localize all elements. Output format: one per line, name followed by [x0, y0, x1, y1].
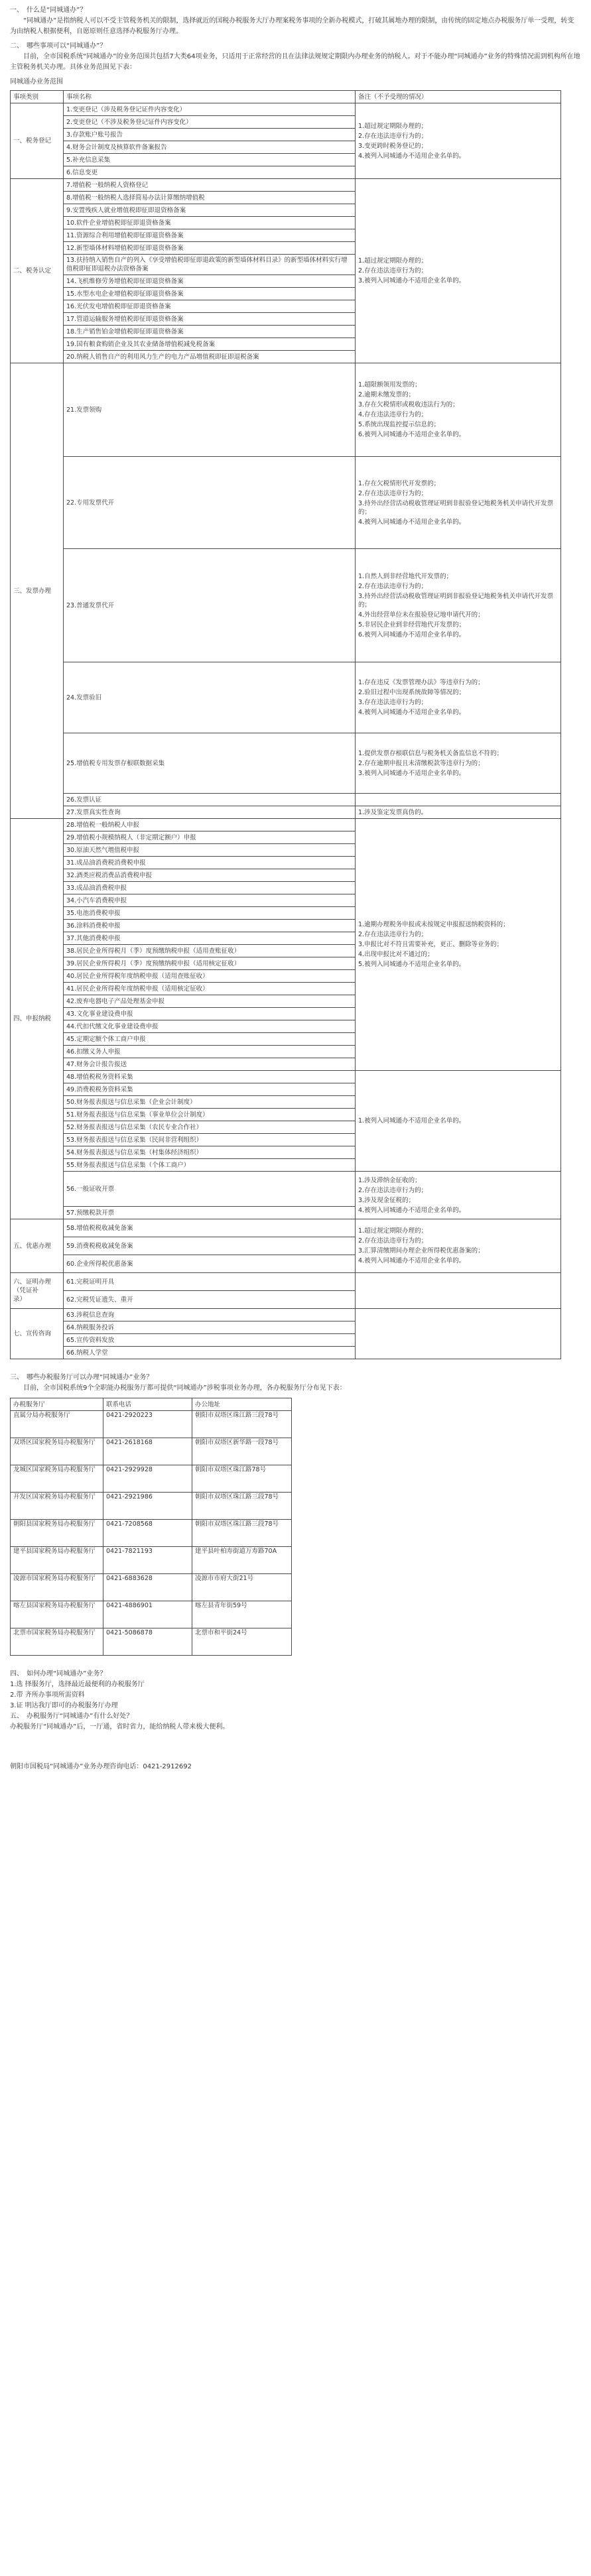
note-invoice-auth: [356, 794, 561, 806]
item-name: 37.其他消费税申报: [64, 932, 356, 945]
item-name: 20.纳税人销售自产的利用风力生产的电力产品增值税即征即退税备案: [64, 351, 356, 363]
item-name: 50.财务报表报送与信息采集（企业会计制度）: [64, 1096, 356, 1109]
hall-phone: 0421-7821193: [103, 1547, 192, 1574]
table-row: [11, 1547, 292, 1574]
item-name: 46.扣缴义务人申报: [64, 1046, 356, 1058]
note-registration: 1.超过规定期限办理的； 2.存在违法违章行为的； 3.变更跨时税务登记的； 4.被列入同城通办不适用企业名单的。: [356, 103, 561, 179]
category-recognition: 二、税务认定: [11, 179, 64, 363]
table-row: [11, 733, 561, 794]
item-name: 24.发票验旧: [64, 662, 356, 733]
category-preference: 五、优惠办理: [11, 1219, 64, 1273]
category-consulting: 七、宣传咨询: [11, 1309, 64, 1359]
item-name: 53.财务报表报送与信息采集（民间非营利组织）: [64, 1134, 356, 1146]
item-name: 2.变更登记（不涉及税务登记证件内容变化）: [64, 116, 356, 129]
item-name: 9.安置残疾人就业增值税即征即退资格备案: [64, 204, 356, 217]
table-row: [11, 1071, 561, 1083]
item-name: 45.定期定额个体工商户申报: [64, 1033, 356, 1046]
item-name: 39.居民企业所得税月（季）度预缴纳税申报（适用核定征收）: [64, 957, 356, 970]
table-row: [11, 1172, 561, 1207]
table-row: [11, 1574, 292, 1601]
table-row: [11, 806, 561, 819]
note-declaration-c: 1.涉及滞纳金征收的； 2.存在违法违章行为的； 3.涉及现金征税的； 4.被列入同城通办不适用企业名单的。: [356, 1172, 561, 1219]
header-note: 备注（不予受理的情况）: [356, 91, 561, 103]
hall-address: 朝阳市双塔区珠江路三段78号: [192, 1411, 292, 1438]
item-name: 51.财务报表报送与信息采集（事业单位会计制度）: [64, 1109, 356, 1121]
item-name: 65.宣传资料发放: [64, 1334, 356, 1347]
item-name: 41.居民企业所得税年度纳税申报（适用核定征收）: [64, 983, 356, 995]
hall-address: 朝阳市双塔区珠江路三段78号: [192, 1493, 292, 1520]
item-name: 34.小汽车消费税申报: [64, 894, 356, 907]
note-declaration-a: 1.逾期办理税务申报或未按规定申报报送纳税资料的； 2.存在违法违章行为的； 3.申报比对不符且需要补充，更正、删除等业务的； 4.出现申报比对不通过的； 5.被列入同城通办不适用企业名单的。: [356, 819, 561, 1071]
note-invoice-purchase: 1.超限额领用发票的； 2.逾期未缴发票的； 3.存在欠税情形或税收违法行为的； 4.存在违法违章行为的； 5.系统出现监控提示信息的； 6.被列入同城通办不适用企业名单的。: [356, 363, 561, 457]
note-invoice-verify: 1.涉及鉴定发票真伪的。: [356, 806, 561, 819]
item-name: 57.预缴税款开票: [64, 1207, 356, 1219]
table-header-row: [11, 91, 561, 103]
table-row: [11, 363, 561, 457]
table-row: [11, 1309, 561, 1321]
item-name: 38.居民企业所得税月（季）度预缴纳税申报（适用查账征收）: [64, 945, 356, 957]
item-name: 54.财务报表报送与信息采集（村集体经济组织）: [64, 1146, 356, 1159]
hall-address: 凌源市市府大街21号: [192, 1574, 292, 1601]
hall-name: 北票市国家税务局办税服务厅: [11, 1628, 103, 1656]
item-name: 43.文化事业建设费申报: [64, 1008, 356, 1020]
hall-name: 凌源市国家税务局办税服务厅: [11, 1574, 103, 1601]
header-hall: 办税服务厅: [11, 1398, 103, 1411]
section3-body: 目前，全市国税系统9个全职能办税服务厅都可提供“同城通办”涉税事项业务办理，各办税服务厅分布见下表：: [23, 1384, 346, 1392]
item-name: 11.资源综合利用增值税即征即退资格备案: [64, 229, 356, 242]
table-row: [11, 1411, 292, 1438]
table-header-row: [11, 1398, 292, 1411]
item-name: 17.管道运输服务增值税即征即退资格备案: [64, 313, 356, 326]
item-name: 66.纳税人学堂: [64, 1347, 356, 1359]
item-name: 7.增值税一般纳税人资格登记: [64, 179, 356, 192]
item-name: 35.电池消费税申报: [64, 907, 356, 920]
item-name: 6.信息变更: [64, 166, 356, 179]
note-preference: 1.超过规定期限办理的； 2.存在违法违章行为的； 3.汇算清缴期间办理企业所得税优惠备案的； 4.被列入同城通办不适用企业名单的。: [356, 1219, 561, 1273]
hall-phone: 0421-2618168: [103, 1438, 192, 1465]
item-name: 5.补充信息采集: [64, 154, 356, 166]
table-row: [11, 1520, 292, 1547]
note-invoice-data: 1.提供发票存根联信息与税务机关备监信息不符的； 2.存在逾期申报且未清缴税款等违章行为的； 3.被列入同城通办不适用企业名单的。: [356, 733, 561, 794]
item-name: 64.纳税服务投诉: [64, 1321, 356, 1334]
note-declaration-b: 1.被列入同城通办不适用企业名单的。: [356, 1071, 561, 1172]
item-name: 1.变更登记（涉及税务登记证件内容变化）: [64, 103, 356, 116]
item-name: 30.原油天然气增值税申报: [64, 844, 356, 857]
item-name: 42.废弃电器电子产品处理基金申报: [64, 995, 356, 1008]
table-row: [11, 103, 561, 116]
table-caption: 同城通办业务范围: [10, 78, 63, 86]
hall-name: 龙城区国家税务局办税服务厅: [11, 1465, 103, 1493]
table-row: [11, 457, 561, 549]
item-name: 31.成品油消费税消费税申报: [64, 857, 356, 869]
hall-name: 朝阳县国家税务局办税服务厅: [11, 1520, 103, 1547]
item-name: 56.一般证收开票: [64, 1172, 356, 1207]
item-name: 8.增值税一般纳税人选择简易办法计算缴纳增值税: [64, 192, 356, 204]
item-name: 13.扶持纳入销售自产的列入《享受增值税即征即退政策的新型墙体材料目录》的新型墙体材料实行增值税即征即退税办法资格备案: [64, 255, 356, 275]
item-name: 52.财务报表报送与信息采集（农民专业合作社）: [64, 1121, 356, 1134]
item-name: 47.财务会计报告报送: [64, 1058, 356, 1071]
hall-phone: 0421-4886901: [103, 1601, 192, 1628]
item-name: 58.增值税税收减免备案: [64, 1219, 356, 1237]
hall-name: 开发区国家税务局办税服务厅: [11, 1493, 103, 1520]
hall-phone: 0421-2929928: [103, 1465, 192, 1493]
table-row: [11, 549, 561, 662]
item-name: 61.完税证明开具: [64, 1273, 356, 1291]
table-row: [11, 1219, 561, 1237]
question-what-is: 一、 什么是“同城通办”？: [10, 7, 87, 14]
item-name: 22.专用发票代开: [64, 457, 356, 549]
hall-name: 直属分局办税服务厅: [11, 1411, 103, 1438]
table-row: [11, 1438, 292, 1465]
table-row: [11, 819, 561, 831]
service-hall-table: [10, 1398, 292, 1656]
table-row: [11, 1628, 292, 1656]
note-certificate: [356, 1273, 561, 1309]
section3-title: 三、 哪些办税服务厅可以办理“同城通办”业务？: [10, 1374, 153, 1381]
item-name: 28.增值税一般纳税人申报: [64, 819, 356, 831]
header-item: 事项名称: [64, 91, 356, 103]
item-name: 44.代扣代缴文化事业建设费申报: [64, 1020, 356, 1033]
item-name: 25.增值税专用发票存根联数据采集: [64, 733, 356, 794]
hall-address: 喀左县青年街59号: [192, 1601, 292, 1628]
item-name: 40.居民企业所得税年度纳税申报（适用查账征收）: [64, 970, 356, 983]
hall-phone: 0421-2920223: [103, 1411, 192, 1438]
hall-name: 喀左县国家税务局办税服务厅: [11, 1601, 103, 1628]
item-name: 18.生产销售铂金增值税即征即退资格备案: [64, 326, 356, 338]
category-invoice: 三、发票办理: [11, 363, 64, 819]
note-special-invoice: 1.存在欠税情形代开发票的； 2.存在违法违章行为的； 3.持外出经营活动税收管理证明到非报验登记地税务机关申请代开发票的； 4.被列入同城通办不适用企业名单的。: [356, 457, 561, 549]
hall-phone: 0421-7208568: [103, 1520, 192, 1547]
item-name: 33.成品油消费税申报: [64, 882, 356, 894]
header-phone: 联系电话: [103, 1398, 192, 1411]
table-row: [11, 794, 561, 806]
item-name: 60.企业所得税优惠备案: [64, 1255, 356, 1273]
note-consulting: [356, 1309, 561, 1359]
hall-name: 双塔区国家税务局办税服务厅: [11, 1438, 103, 1465]
business-scope-table: [10, 90, 561, 1359]
item-name: 23.普通发票代开: [64, 549, 356, 662]
item-name: 55.财务报表报送与信息采集（个体工商户）: [64, 1159, 356, 1172]
answer-what-is: “同城通办”是指纳税人可以不受主管税务机关的限制，选择就近的国税办税服务大厅办理案税务事项的全新办税模式，打破其属地办理的限制，由传统的固定地点办税服务厅单一受理，转变为由纳税人根据便利，自愿原则任意选择办税服务厅办理。: [10, 17, 574, 35]
item-name: 49.消费税税务资料采集: [64, 1083, 356, 1096]
item-name: 4.财务会计制度及核算软件备案报告: [64, 141, 356, 154]
hall-address: 朝阳市双塔区新华路一段78号: [192, 1438, 292, 1465]
item-name: 59.消费税税收减免备案: [64, 1237, 356, 1255]
table-row: [11, 1493, 292, 1520]
hall-address: 北票市和平街24号: [192, 1628, 292, 1656]
table-row: [11, 1273, 561, 1291]
item-name: 36.涂料消费税申报: [64, 920, 356, 932]
table-row: [11, 1601, 292, 1628]
table-row: [11, 179, 561, 192]
table-row: [11, 662, 561, 733]
section4-title: 四、 如何办理“同城通办”业务？: [10, 1670, 107, 1678]
item-name: 14.飞机维修劳务增值税即征即退资格备案: [64, 275, 356, 288]
category-declaration: 四、申报纳税: [11, 819, 64, 1219]
note-invoice-check: 1.存在违反《发票管理办法》等违章行为的； 2.验旧过程中出现系统故障等情况的； 3.存在违法违章行为的； 4.被列入同城通办不适用企业名单的。: [356, 662, 561, 733]
header-category: 事项类别: [11, 91, 64, 103]
section5-title: 五、 办税服务厅“同城通办”有什么好处？: [10, 1713, 133, 1720]
hall-address: 朝阳市双塔区珠江路三段78号: [192, 1520, 292, 1547]
item-name: 26.发票认证: [64, 794, 356, 806]
question-which-items: 二、 哪些事项可以“同城通办”？: [10, 42, 107, 50]
item-name: 63.涉税信息查询: [64, 1309, 356, 1321]
section4-step: 2.带 齐所办事项所需资料: [10, 1691, 85, 1699]
item-name: 21.发票领购: [64, 363, 356, 457]
hall-address: 朝阳市双塔区珠江路78号: [192, 1465, 292, 1493]
section4-step: 1.选 择服务厅，选择最近最便利的办税服务厅: [10, 1681, 145, 1688]
item-name: 29.增值税小规模纳税人（非定期定额户）申报: [64, 831, 356, 844]
footer-contact: 朝阳市国税局“同城通办”业务办理咨询电话：0421-2912692: [10, 1763, 192, 1770]
hall-phone: 0421-6883628: [103, 1574, 192, 1601]
table-row: [11, 1465, 292, 1493]
item-name: 62.完税凭证遗失、重开: [64, 1291, 356, 1309]
hall-phone: 0421-5086878: [103, 1628, 192, 1656]
answer-which-items: 目前，全市国税系统“同城通办”的业务范围共包括7大类64项业务，只适用于正常经营的且在法律法规规定期限内办理业务的纳税人。对于不能办理“同城通办”业务的特殊情况需到机构所在地主管税务机关办理。具体业务范围见下表：: [10, 53, 580, 71]
item-name: 15.水型水电企业增值税即征即退资格备案: [64, 288, 356, 300]
category-certificate: 六、证明办理（凭证补 录）: [11, 1273, 64, 1309]
section4-step: 3.证 明达我厅即可的办税服务厅办理: [10, 1702, 118, 1709]
item-name: 3.存款账户账号报告: [64, 129, 356, 141]
item-name: 48.增值税税务资料采集: [64, 1071, 356, 1083]
item-name: 10.软件企业增值税即征即退资格备案: [64, 217, 356, 229]
section5-body: 办税服务厅“同城通办”后，一厅通，省时省力，能给纳税人带来极大便利。: [10, 1723, 230, 1731]
item-name: 27.发票真实性查询: [64, 806, 356, 819]
note-ordinary-invoice: 1.自然人到非经营地代开发票的； 2.存在违法违章行为的； 3.持外出经营活动税收管理证明到非报验登记地税务机关申请代开发票的； 4.外出经营单位未在报验登记地申请代开的； 5.非居民企业到非经营地代开发票的； 6.被列入同城通办不适用企业名单的。: [356, 549, 561, 662]
item-name: 16.光伏发电增值税即征即退资格备案: [64, 300, 356, 313]
hall-name: 建平县国家税务局办税服务厅: [11, 1547, 103, 1574]
hall-phone: 0421-2921986: [103, 1493, 192, 1520]
header-address: 办公地址: [192, 1398, 292, 1411]
note-recognition: 1.超过规定期限办理的； 2.存在违法违章行为的； 3.被列入同城通办不适用企业名单的。: [356, 179, 561, 363]
item-name: 12.新型墙体材料增值税即征即退资格备案: [64, 242, 356, 255]
category-registration: 一、税务登记: [11, 103, 64, 179]
hall-address: 建平县叶柏寿街道万寿路70A: [192, 1547, 292, 1574]
item-name: 19.国有粮食购销企业及其农业储备增值税减免税备案: [64, 338, 356, 351]
item-name: 32.酒类应税消费品消费税申报: [64, 869, 356, 882]
